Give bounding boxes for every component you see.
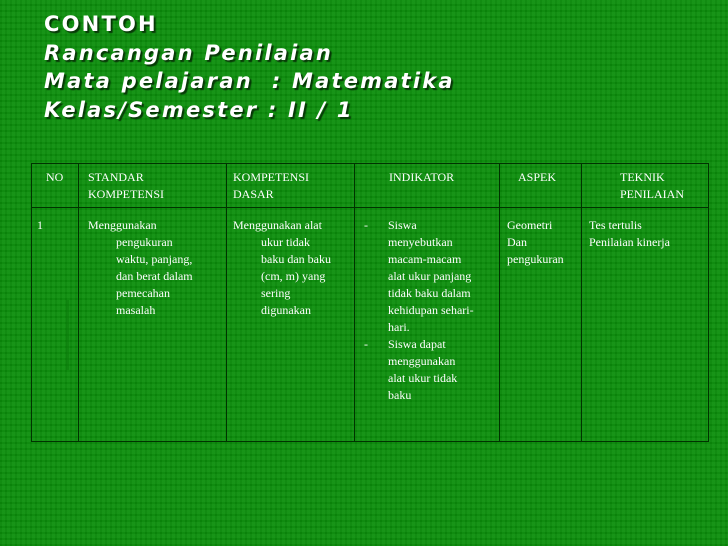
indikator-line: alat ukur panjang xyxy=(388,269,472,283)
indikator-item xyxy=(359,217,497,336)
kompetensi-line: digunakan xyxy=(261,303,311,317)
header-aspek xyxy=(518,169,556,186)
indikator-line: kehidupan sehari- xyxy=(388,303,474,317)
indikator-line: baku xyxy=(388,388,412,402)
indikator-line: tidak baku dalam xyxy=(388,286,471,300)
indikator-line: hari. xyxy=(388,320,410,334)
indikator-item xyxy=(359,336,497,404)
assessment-table xyxy=(31,163,709,442)
aspek-line: Geometri xyxy=(507,218,553,232)
kompetensi-line: Menggunakan alat xyxy=(233,218,322,232)
aspek-line: pengukuran xyxy=(507,252,564,266)
indikator-line: Siswa dapat xyxy=(388,337,446,351)
title-line-rancangan: Rancangan Penilaian xyxy=(44,40,334,65)
column-divider xyxy=(226,164,227,441)
kompetensi-line: (cm, m) yang xyxy=(261,269,326,283)
column-divider xyxy=(499,164,500,441)
kompetensi-line: sering xyxy=(261,286,291,300)
row-aspek xyxy=(507,217,564,268)
header-teknik-line2: PENILAIAN xyxy=(620,187,684,201)
indikator-line: Siswa xyxy=(388,218,417,232)
header-no xyxy=(46,169,63,186)
header-indikator-label: INDIKATOR xyxy=(389,170,455,184)
standar-line: masalah xyxy=(116,303,156,317)
bullet-dash: - xyxy=(364,218,368,232)
header-teknik-line1: TEKNIK xyxy=(620,170,665,184)
indikator-line: macam-macam xyxy=(388,252,462,266)
aspek-line: Dan xyxy=(507,235,527,249)
teknik-line: Penilaian kinerja xyxy=(589,235,670,249)
indikator-line: alat ukur tidak xyxy=(388,371,458,385)
header-standar-line2: KOMPETENSI xyxy=(88,187,165,201)
header-no-label: NO xyxy=(46,170,64,184)
standar-line: pengukuran xyxy=(116,235,173,249)
column-divider xyxy=(78,164,79,441)
slide-title xyxy=(44,10,455,124)
header-indikator xyxy=(389,169,454,186)
kompetensi-line: ukur tidak xyxy=(261,235,310,249)
standar-line: Menggunakan xyxy=(88,218,157,232)
row-kompetensi-dasar xyxy=(233,217,353,319)
kompetensi-line: baku dan baku xyxy=(261,252,331,266)
row-no-value: 1 xyxy=(37,218,43,232)
header-kompetensi-dasar xyxy=(233,169,309,203)
title-line-mapel: Mata pelajaran : Matematika xyxy=(44,69,455,93)
header-standar-kompetensi xyxy=(88,169,164,203)
header-aspek-label: ASPEK xyxy=(518,170,557,184)
title-line-contoh: CONTOH xyxy=(44,12,158,36)
column-divider xyxy=(354,164,355,441)
standar-line: waktu, panjang, xyxy=(116,252,193,266)
header-kompetensi-line2: DASAR xyxy=(233,187,274,201)
indikator-line: menyebutkan xyxy=(388,235,453,249)
header-divider xyxy=(32,207,708,208)
indikator-line: menggunakan xyxy=(388,354,456,368)
standar-line: dan berat dalam xyxy=(116,269,193,283)
title-line-kelas: Kelas/Semester : II / 1 xyxy=(44,97,354,122)
bullet-dash: - xyxy=(364,337,368,351)
row-teknik-penilaian xyxy=(589,217,670,251)
standar-line: pemecahan xyxy=(116,286,170,300)
teknik-line: Tes tertulis xyxy=(589,218,642,232)
header-teknik-penilaian xyxy=(620,169,684,203)
header-standar-line1: STANDAR xyxy=(88,170,144,184)
row-no xyxy=(37,217,43,234)
row-standar-kompetensi xyxy=(88,217,224,319)
header-kompetensi-line1: KOMPETENSI xyxy=(233,170,310,184)
column-divider xyxy=(581,164,582,441)
row-indikator xyxy=(359,217,497,404)
